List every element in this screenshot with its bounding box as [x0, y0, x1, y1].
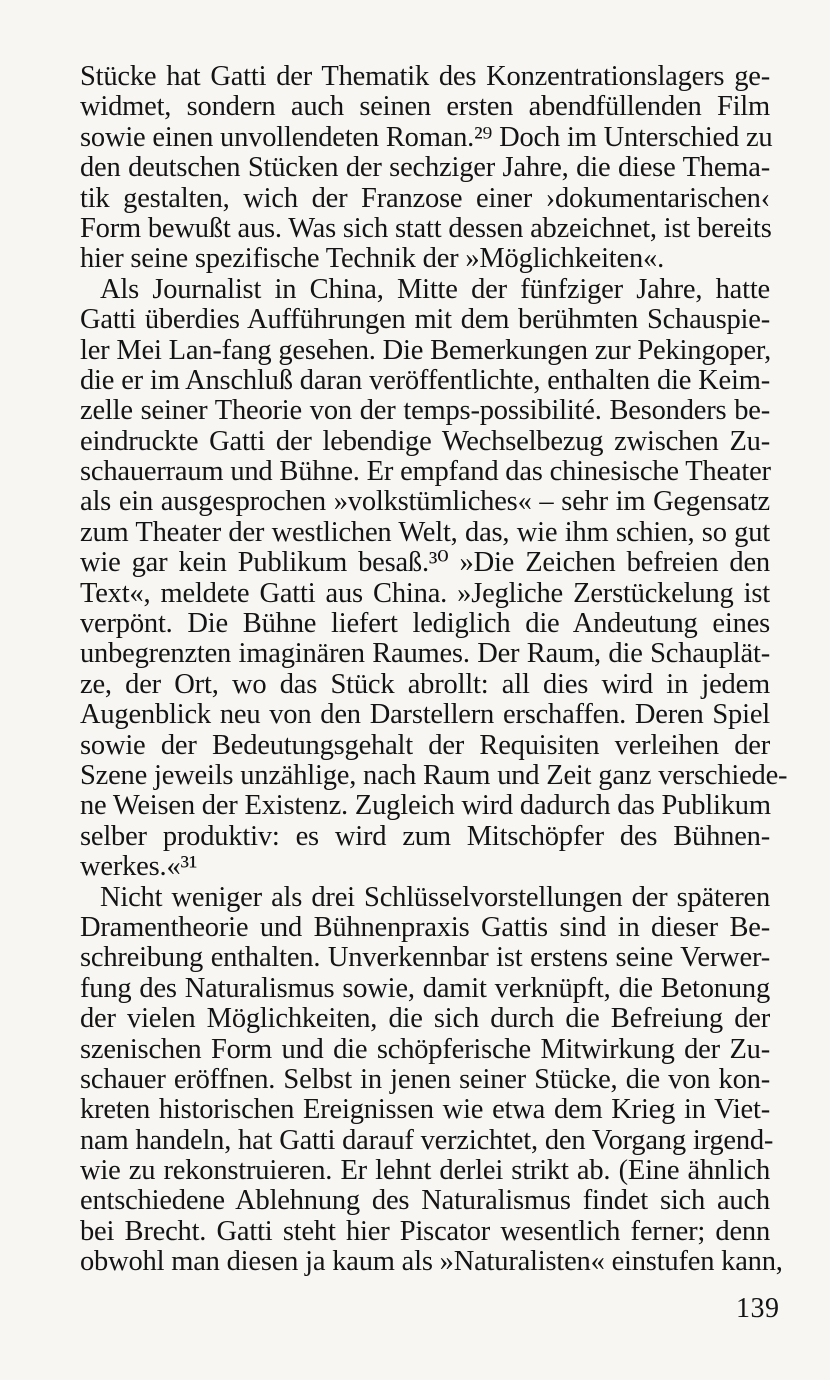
text-line: tik gestalten, wich der Franzose einer ›dokumentarischen‹ — [80, 182, 770, 214]
text-line: obwohl man diesen ja kaum als »Naturalisten« einstufen kann, — [80, 1246, 783, 1278]
text-line: Text«, meldete Gatti aus China. »Jegliche Zerstückelung ist — [80, 577, 770, 609]
text-line: die er im Anschluß daran veröffentlichte, enthalten die Keim- — [80, 364, 770, 396]
text-line: selber produktiv: es wird zum Mitschöpfer des Bühnen- — [80, 820, 770, 852]
text-line: zum Theater der westlichen Welt, das, wie ihm schien, so gut — [80, 516, 770, 548]
text-line: Szene jeweils unzählige, nach Raum und Zeit ganz verschiede- — [80, 759, 788, 791]
text-line: sowie der Bedeutungsgehalt der Requisiten verleihen der — [80, 729, 770, 761]
paragraph-start-line: Als Journalist in China, Mitte der fünfziger Jahre, hatte — [100, 273, 770, 305]
page-number: 139 — [736, 1293, 780, 1324]
text-line: Stücke hat Gatti der Thematik des Konzentrationslagers ge- — [80, 61, 770, 92]
text-line: fung des Naturalismus sowie, damit verknüpft, die Betonung — [80, 972, 770, 1004]
text-line: der vielen Möglichkeiten, die sich durch die Befreiung der — [80, 1003, 770, 1035]
text-line: schauer eröffnen. Selbst in jenen seiner Stücke, die von kon- — [80, 1063, 770, 1095]
text-line: Dramentheorie und Bühnenpraxis Gattis sind in dieser Be- — [80, 911, 770, 943]
text-line: eindruckte Gatti der lebendige Wechselbezug zwischen Zu- — [80, 425, 770, 457]
book-page-text — [80, 61, 788, 1278]
text-line: widmet, sondern auch seinen ersten abendfüllenden Film — [80, 91, 770, 123]
text-line: kreten historischen Ereignissen wie etwa dem Krieg in Viet- — [80, 1094, 770, 1126]
text-line: bei Brecht. Gatti steht hier Piscator wesentlich ferner; denn — [80, 1215, 770, 1247]
text-line: sowie einen unvollendeten Roman.²⁹ Doch im Unterschied zu — [80, 121, 773, 153]
text-line: Form bewußt aus. Was sich statt dessen abzeichnet, ist bereits — [80, 212, 772, 244]
text-line: den deutschen Stücken der sechziger Jahre, die diese Thema- — [80, 152, 770, 184]
paragraph-end-line: hier seine spezifische Technik der »Möglichkeiten«. — [80, 243, 665, 275]
text-line: entschiedene Ablehnung des Naturalismus findet sich auch — [80, 1185, 770, 1217]
text-line: verpönt. Die Bühne liefert lediglich die Andeutung eines — [80, 608, 770, 640]
paragraph-start-line: Nicht weniger als drei Schlüsselvorstellungen der späteren — [100, 881, 770, 913]
text-line: zelle seiner Theorie von der temps-possibilité. Besonders be- — [80, 395, 770, 427]
text-line: ne Weisen der Existenz. Zugleich wird dadurch das Publikum — [80, 790, 771, 822]
text-line: Augenblick neu von den Darstellern erschaffen. Deren Spiel — [80, 699, 770, 731]
text-line: szenischen Form und die schöpferische Mitwirkung der Zu- — [80, 1033, 770, 1065]
text-line: wie zu rekonstruieren. Er lehnt derlei strikt ab. (Eine ähnlich — [80, 1155, 770, 1187]
text-line: als ein ausgesprochen »volkstümliches« – sehr im Gegensatz — [80, 486, 770, 518]
paragraph-end-line: werkes.«³¹ — [80, 851, 198, 883]
text-line: ler Mei Lan-fang gesehen. Die Bemerkungen zur Pekingoper, — [80, 334, 771, 366]
text-line: schreibung enthalten. Unverkennbar ist erstens seine Verwer- — [80, 942, 770, 974]
text-line: schauerraum und Bühne. Er empfand das chinesische Theater — [80, 456, 771, 488]
text-line: ze, der Ort, wo das Stück abrollt: all dies wird in jedem — [80, 668, 770, 700]
text-line: wie gar kein Publikum besaß.³⁰ »Die Zeichen befreien den — [80, 547, 770, 579]
text-line: unbegrenzten imaginären Raumes. Der Raum, die Schauplät- — [80, 638, 770, 670]
text-line: Gatti überdies Aufführungen mit dem berühmten Schauspie- — [80, 304, 770, 336]
text-line: nam handeln, hat Gatti darauf verzichtet, den Vorgang irgend- — [80, 1124, 774, 1156]
